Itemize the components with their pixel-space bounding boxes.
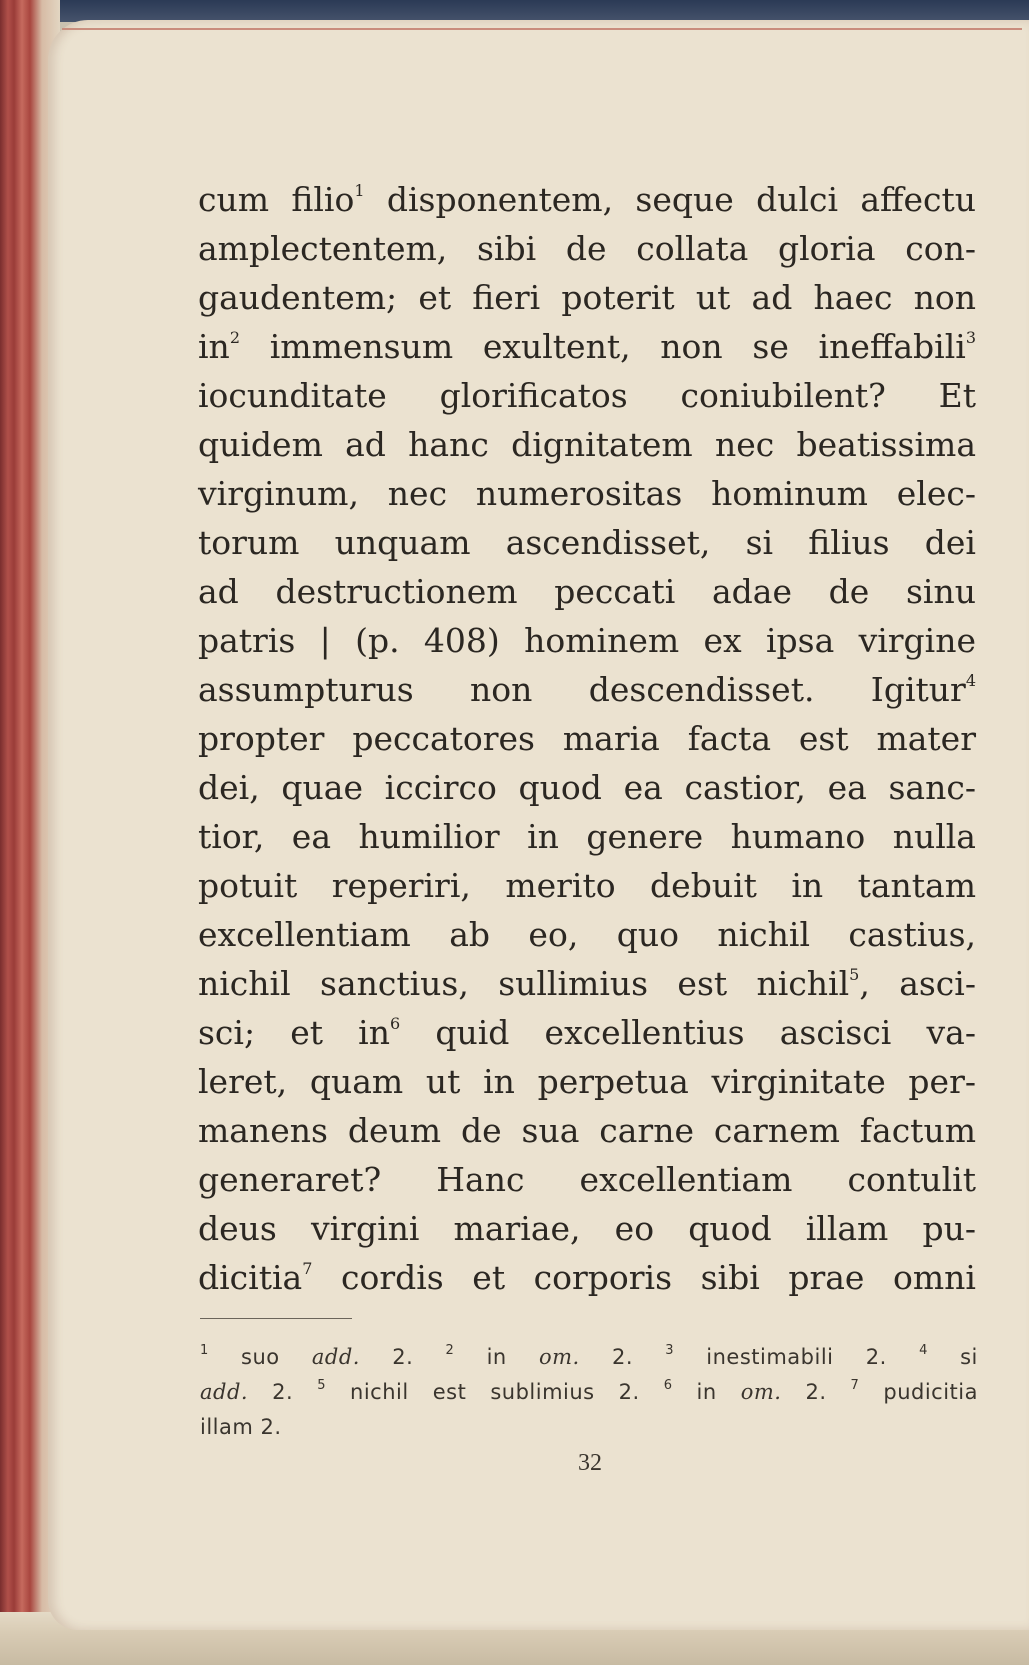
page-number: 32 xyxy=(578,1450,602,1476)
text-line: tior, ea humilior in genere humano nulla xyxy=(198,817,976,856)
footnote-7-cont: illam 2. xyxy=(200,1415,282,1439)
text-line: torum unquam ascendisset, si filius dei xyxy=(198,523,976,562)
text-line: nichil sanctius, sullimius est nichil$^5$, asci- xyxy=(198,964,976,1003)
text-line: excellentiam ab eo, quo nichil castius, xyxy=(198,915,976,954)
footnote-4-cont: add. 2. xyxy=(200,1380,294,1404)
footnote-mark: 7 xyxy=(302,1259,313,1278)
text-line: dei, quae iccirco quod ea castior, ea sanc- xyxy=(198,768,976,807)
footnote-mark: 2 xyxy=(229,328,240,347)
footnote-mark: 3 xyxy=(965,328,976,347)
footnote-4: $^4$ si xyxy=(919,1343,978,1369)
body-text xyxy=(198,175,976,1302)
text-line: patris | (p. 408) hominem ex ipsa virgine xyxy=(198,621,976,660)
footnote-mark: 6 xyxy=(390,1014,401,1033)
text-line: quidem ad hanc dignitatem nec beatissima xyxy=(198,425,976,464)
text-line: assumpturus non descendisset. Igitur$^4$ xyxy=(198,670,976,709)
footnote-line xyxy=(200,1410,978,1445)
text-line: generaret? Hanc excellentiam contulit xyxy=(198,1160,976,1199)
page-edge-line xyxy=(62,28,1022,30)
text-line: dicitia$^7$ cordis et corporis sibi prae omni xyxy=(198,1258,976,1297)
footnote-line xyxy=(200,1375,978,1410)
footnote-2: $^2$ in om. 2. xyxy=(445,1343,633,1369)
text-line: sci; et $in^6$ quid excellentius ascisci va- xyxy=(198,1013,976,1052)
footnotes xyxy=(200,1340,978,1445)
footnote-5: $^5$ nichil est sublimius 2. xyxy=(317,1378,640,1404)
footnote-rule xyxy=(200,1318,352,1319)
footnote-6: $^6$ in om. 2. xyxy=(663,1378,827,1404)
book-cover-top xyxy=(0,0,1029,22)
text-line: propter peccatores maria facta est mater xyxy=(198,719,976,758)
text-line: leret, quam ut in perpetua virginitate per- xyxy=(198,1062,976,1101)
text-line: amplectentem, sibi de collata gloria con- xyxy=(198,229,976,268)
footnote-mark: 4 xyxy=(965,671,976,690)
text-line: virginum, nec numerositas hominum elec- xyxy=(198,474,976,513)
text-line: $in^2$ immensum exultent, non se ineffabili$^3$ xyxy=(198,327,976,366)
footnote-mark: 1 xyxy=(354,181,365,200)
footnote-7: $^7$ pudicitia xyxy=(850,1378,978,1404)
text-line: cum filio$^1$ disponentem, seque dulci affectu xyxy=(198,180,977,219)
text-line: potuit reperiri, merito debuit in tantam xyxy=(198,866,976,905)
text-line: ad destructionem peccati adae de sinu xyxy=(198,572,976,611)
text-line: iocunditate glorificatos coniubilent? Et xyxy=(198,376,976,415)
footnote-3: $^3$ inestimabili 2. xyxy=(665,1343,887,1369)
text-line: gaudentem; et fieri poterit ut ad haec non xyxy=(198,278,976,317)
footnote-line xyxy=(200,1340,978,1375)
footnote-mark: 5 xyxy=(849,965,860,984)
text-line: manens deum de sua carne carnem factum xyxy=(198,1111,976,1150)
text-line: deus virgini mariae, eo quod illam pu- xyxy=(198,1209,976,1248)
footnote-1: $^1$ suo add. 2. xyxy=(200,1343,414,1369)
